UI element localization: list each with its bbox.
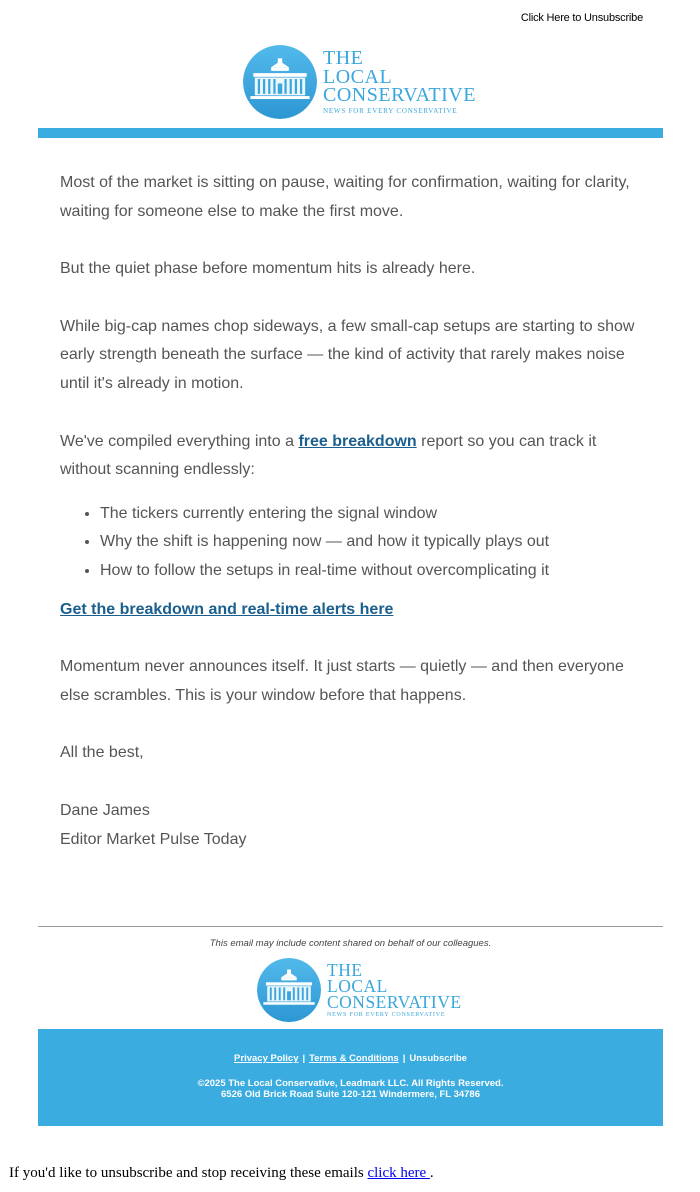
logo-wordmark — [323, 49, 476, 114]
copyright-text: ©2025 The Local Conservative, Leadmark LLC. All Rights Reserved. — [197, 1078, 504, 1089]
free-breakdown-link[interactable]: free breakdown — [298, 432, 417, 450]
privacy-policy-link[interactable]: Privacy Policy — [234, 1053, 299, 1064]
footer-divider — [38, 926, 663, 927]
signature-name: Dane James — [60, 801, 150, 819]
closing-line: All the best, — [60, 744, 144, 762]
logo-line-2: LOCAL — [323, 65, 393, 88]
bottom-click-here-link[interactable]: click here — [367, 1165, 430, 1181]
bottom-period: . — [429, 1165, 434, 1181]
bottom-unsubscribe-notice — [9, 1165, 434, 1182]
footer-panel — [38, 1029, 663, 1126]
bullet-item: • Why the shift is happening now — and how it typically plays out — [100, 528, 645, 557]
paragraph-4-before: We've compiled everything into a — [60, 432, 299, 450]
logo-line-2: LOCAL — [327, 975, 388, 996]
white-house-logo-icon — [257, 958, 321, 1022]
header-divider-bar — [38, 128, 663, 138]
link-separator: | — [302, 1053, 306, 1064]
logo-line-1: THE — [327, 959, 363, 980]
link-separator: | — [402, 1053, 406, 1064]
logo-line-1: THE — [323, 47, 364, 70]
logo-line-3: CONSERVATIVE — [323, 84, 476, 107]
footer-legal — [38, 1078, 663, 1100]
bullet-item: • How to follow the setups in real-time without overcomplicating it — [100, 557, 645, 586]
body-paragraph-1: Most of the market is sitting on pause, waiting for confirmation, waiting for clarity, waiting for someone else to make the first move. — [60, 174, 630, 220]
shared-content-note: This email may include content shared on behalf of our colleagues. — [209, 938, 492, 949]
signature-title: Editor Market Pulse Today — [60, 830, 247, 848]
address-text: 6526 Old Brick Road Suite 120-121 Windermere, FL 34786 — [221, 1089, 480, 1100]
footer-unsubscribe-link[interactable]: Unsubscribe — [409, 1053, 467, 1064]
body-paragraph-4 — [60, 428, 645, 485]
white-house-logo-icon — [243, 45, 317, 119]
terms-conditions-link[interactable]: Terms & Conditions — [309, 1053, 399, 1064]
logo-footer[interactable] — [257, 958, 462, 1022]
bullet-list — [60, 500, 645, 586]
bottom-notice-text: If you'd like to unsubscribe and stop receiving these emails — [9, 1165, 368, 1181]
paragraph-4-after: report so you can track it without scanning endlessly: — [60, 432, 597, 479]
logo-tagline: NEWS FOR EVERY CONSERVATIVE — [323, 106, 458, 115]
logo-header[interactable] — [243, 45, 476, 119]
logo-tagline: NEWS FOR EVERY CONSERVATIVE — [327, 1012, 446, 1019]
logo-line-3: CONSERVATIVE — [327, 992, 462, 1013]
body-paragraph-3: While big-cap names chop sideways, a few small-cap setups are starting to show early strength beneath the surface — the kind of activity that rarely makes noise until it's already in motion. — [60, 317, 635, 392]
logo-wordmark — [327, 959, 462, 1019]
body-paragraph-5: Momentum never announces itself. It just starts — quietly — and then everyone else scrambles. This is your window before that happens. — [60, 658, 624, 704]
body-paragraph-2: But the quiet phase before momentum hits is already here. — [60, 260, 476, 278]
email-body — [60, 169, 645, 854]
unsubscribe-top-link[interactable]: Click Here to Unsubscribe — [520, 12, 643, 24]
footer-links — [38, 1053, 663, 1064]
cta-alerts-link[interactable]: Get the breakdown and real-time alerts here — [60, 600, 394, 618]
bullet-item: • The tickers currently entering the signal window — [100, 500, 645, 529]
